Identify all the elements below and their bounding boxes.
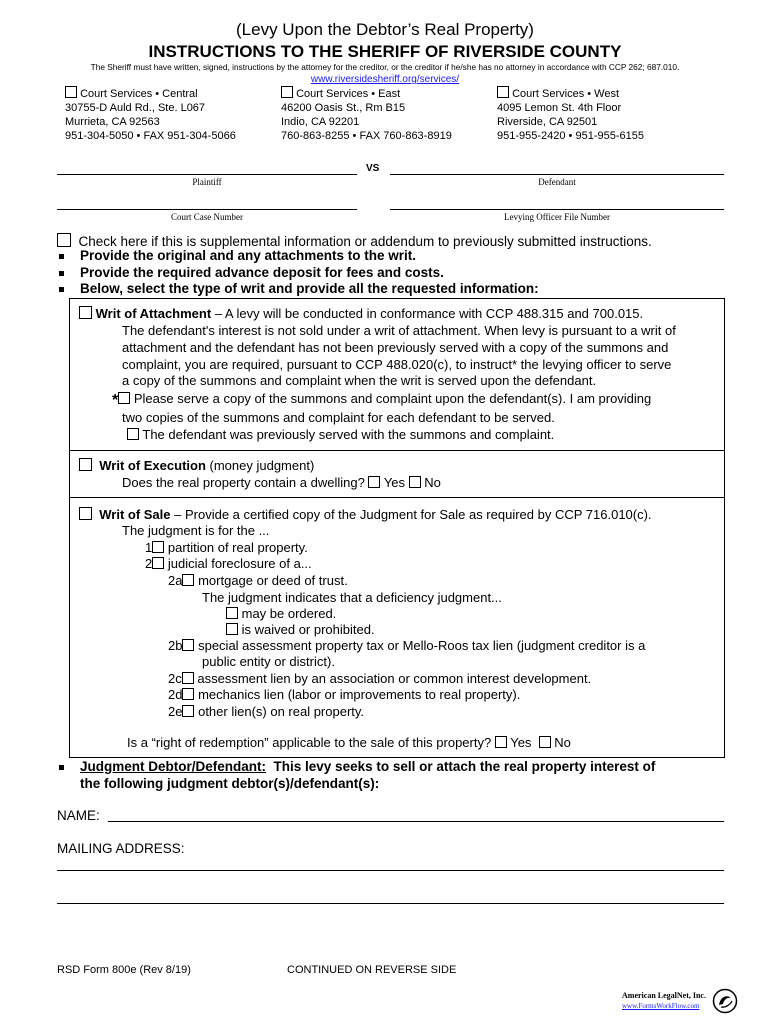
office-name: Court Services • Central — [80, 88, 198, 100]
dwelling-no-label: No — [424, 475, 441, 490]
dwelling-question-row — [122, 475, 441, 490]
writ-attachment-checkbox[interactable] — [79, 306, 92, 319]
form-number: RSD Form 800e (Rev 8/19) — [57, 964, 191, 976]
office-central — [65, 86, 236, 143]
writ-execution-row — [79, 458, 314, 473]
debtor-heading-row — [80, 759, 655, 774]
serve-summons-row — [112, 391, 651, 410]
debtor-heading: Judgment Debtor/Defendant: — [80, 759, 267, 774]
redemption-yes-label: Yes — [510, 735, 532, 750]
partition-checkbox[interactable] — [152, 541, 164, 553]
redemption-no-label: No — [554, 735, 571, 750]
sale-option-1 — [145, 540, 308, 555]
foreclosure-checkbox[interactable] — [152, 557, 164, 569]
sheriff-website-link[interactable]: www.riversidesheriff.org/services/ — [310, 74, 460, 85]
signature-notice: The Sheriff must have written, signed, instructions by the attorney for the creditor, or the creditor if he/she has no attorney in accordance with CCP 262; 687.010. — [90, 62, 680, 72]
divider — [69, 497, 725, 498]
writ-sale-lead: – Provide a certified copy of the Judgment for Sale as required by CCP 716.010(c). — [174, 507, 652, 522]
website-row — [0, 74, 770, 85]
dwelling-yes-label: Yes — [383, 475, 406, 490]
office-east — [281, 86, 452, 143]
attachment-text: The defendant's interest is not sold under a writ of attachment. When levy is pursuant to a writ of — [122, 323, 676, 338]
serve-summons-checkbox[interactable] — [118, 392, 130, 404]
dwelling-question: Does the real property contain a dwelling? — [122, 475, 365, 490]
bullet-icon — [59, 287, 64, 292]
option-text-continued: public entity or district). — [202, 654, 335, 669]
office-central-checkbox[interactable] — [65, 86, 77, 98]
form-subtitle: (Levy Upon the Debtor’s Real Property) — [236, 20, 534, 39]
sale-option-2e — [168, 704, 364, 719]
vs-label: VS — [366, 163, 380, 174]
writ-sale-row — [79, 507, 652, 522]
option-number: 2e — [168, 704, 183, 719]
supplemental-text: Check here if this is supplemental information or addendum to previously submitted instructions. — [78, 234, 652, 249]
court-case-field[interactable] — [57, 209, 357, 210]
attachment-text: attachment and the defendant has not been previously served with a copy of the summons and — [122, 340, 669, 355]
office-city: Riverside, CA 92501 — [497, 116, 598, 128]
redemption-row — [127, 735, 571, 750]
deficiency-label: The judgment indicates that a deficiency judgment... — [202, 590, 502, 605]
name-label: NAME: — [57, 808, 100, 823]
office-phone: 760-863-8255 • FAX 760-863-8919 — [281, 130, 452, 142]
redemption-yes-checkbox[interactable] — [495, 736, 507, 748]
bullet-icon — [59, 254, 64, 259]
supplemental-checkbox[interactable] — [57, 233, 71, 247]
sale-option-2c — [168, 671, 591, 686]
office-address: 46200 Oasis St., Rm B15 — [281, 102, 406, 114]
name-field[interactable] — [108, 821, 724, 822]
sale-option-2b — [168, 638, 645, 653]
deficiency-waived-row — [226, 622, 375, 637]
office-address: 30755-D Auld Rd., Ste. L067 — [65, 102, 206, 114]
divider — [69, 450, 725, 451]
option-number: 2d — [168, 687, 183, 702]
writ-attachment-title: Writ of Attachment — [95, 306, 212, 321]
other-lien-checkbox[interactable] — [182, 705, 194, 717]
option-text: mortgage or deed of trust. — [198, 573, 348, 588]
option-text: partition of real property. — [167, 540, 308, 555]
mailing-address-line-2[interactable] — [57, 903, 724, 904]
option-number: 2a — [168, 573, 183, 588]
plaintiff-label: Plaintiff — [192, 177, 222, 187]
serve-summons-text: Please serve a copy of the summons and complaint upon the defendant(s). I am providing — [133, 391, 652, 406]
levying-officer-label: Levying Officer File Number — [503, 212, 611, 222]
writ-sale-checkbox[interactable] — [79, 507, 92, 520]
redemption-question: Is a “right of redemption” applicable to the sale of this property? — [127, 735, 492, 750]
bullet-icon — [59, 765, 64, 770]
office-address: 4095 Lemon St. 4th Floor — [497, 102, 622, 114]
assessment-lien-checkbox[interactable] — [182, 672, 194, 684]
office-name: Court Services • West — [512, 88, 620, 100]
serve-summons-text-2: two copies of the summons and complaint for each defendant to be served. — [122, 410, 555, 425]
option-text: special assessment property tax or Mello-Roos tax lien (judgment creditor is a — [198, 638, 646, 653]
option-number: 1 — [145, 540, 153, 555]
office-west-checkbox[interactable] — [497, 86, 509, 98]
defendant-label: Defendant — [538, 177, 576, 187]
option-text: is waived or prohibited. — [241, 622, 375, 637]
previously-served-row — [127, 427, 554, 442]
option-text: assessment lien by an association or common interest development. — [197, 671, 592, 686]
sale-option-2d — [168, 687, 520, 702]
bullet-icon — [59, 271, 64, 276]
previously-served-text: The defendant was previously served with the summons and complaint. — [142, 427, 555, 442]
legalnet-badge — [618, 988, 740, 1018]
option-text: may be ordered. — [241, 606, 337, 621]
court-case-label: Court Case Number — [171, 212, 243, 222]
legalnet-url: www.FormsWorkFlow.com — [622, 1002, 700, 1010]
attachment-text: a copy of the summons and complaint when the writ is served upon the defendant. — [122, 373, 597, 388]
previously-served-checkbox[interactable] — [127, 428, 139, 440]
deficiency-waived-checkbox[interactable] — [226, 623, 238, 635]
judgment-for-label: The judgment is for the ... — [122, 523, 270, 538]
deficiency-ordered-row — [226, 606, 336, 621]
dwelling-yes-checkbox[interactable] — [368, 476, 380, 488]
deficiency-ordered-checkbox[interactable] — [226, 607, 238, 619]
option-text: judicial foreclosure of a... — [167, 556, 312, 571]
redemption-no-checkbox[interactable] — [539, 736, 551, 748]
sale-option-2 — [145, 556, 312, 571]
form-title: INSTRUCTIONS TO THE SHERIFF OF RIVERSIDE COUNTY — [148, 42, 622, 61]
asterisk-marker: * — [112, 392, 119, 409]
office-phone: 951-955-2420 • 951-955-6155 — [497, 130, 644, 142]
debtor-text: This levy seeks to sell or attach the real property interest of — [273, 759, 656, 774]
option-number: 2b — [168, 638, 183, 653]
levying-officer-field[interactable] — [390, 209, 724, 210]
instruction-select-writ: Below, select the type of writ and provide all the requested information: — [80, 281, 539, 296]
option-text: mechanics lien (labor or improvements to real property). — [198, 687, 521, 702]
option-number: 2c — [168, 671, 182, 686]
mailing-address-line-1[interactable] — [57, 870, 724, 871]
writ-execution-lead: (money judgment) — [209, 458, 315, 473]
continued-notice: CONTINUED ON REVERSE SIDE — [287, 964, 457, 976]
option-text: other lien(s) on real property. — [198, 704, 365, 719]
writ-attachment-row — [79, 306, 643, 321]
mailing-address-label: MAILING ADDRESS: — [57, 841, 185, 856]
writ-execution-checkbox[interactable] — [79, 458, 92, 471]
debtor-text-2: the following judgment debtor(s)/defendant(s): — [80, 776, 380, 791]
legalnet-logo-icon — [712, 988, 738, 1014]
writ-attachment-lead: – A levy will be conducted in conformance with CCP 488.315 and 700.015. — [214, 306, 644, 321]
office-west — [497, 86, 644, 143]
tax-lien-checkbox[interactable] — [182, 639, 194, 651]
defendant-field[interactable] — [390, 174, 724, 175]
office-phone: 951-304-5050 • FAX 951-304-5066 — [65, 130, 236, 142]
option-number: 2 — [145, 556, 153, 571]
office-east-checkbox[interactable] — [281, 86, 293, 98]
attachment-text: complaint, you are required, pursuant to CCP 488.020(c), to instruct* the levying officer to serve — [122, 357, 672, 372]
office-name: Court Services • East — [296, 88, 401, 100]
mechanics-lien-checkbox[interactable] — [182, 688, 194, 700]
sale-option-2a — [168, 573, 348, 588]
office-city: Indio, CA 92201 — [281, 116, 360, 128]
plaintiff-field[interactable] — [57, 174, 357, 175]
supplemental-row — [57, 233, 652, 249]
dwelling-no-checkbox[interactable] — [409, 476, 421, 488]
office-city: Murrieta, CA 92563 — [65, 116, 160, 128]
legalnet-name: American LegalNet, Inc. — [622, 991, 706, 1000]
instruction-original: Provide the original and any attachments to the writ. — [80, 248, 417, 263]
writ-sale-title: Writ of Sale — [99, 507, 171, 522]
writ-execution-title: Writ of Execution — [99, 458, 206, 473]
mortgage-checkbox[interactable] — [182, 574, 194, 586]
instruction-deposit: Provide the required advance deposit for fees and costs. — [80, 265, 444, 280]
